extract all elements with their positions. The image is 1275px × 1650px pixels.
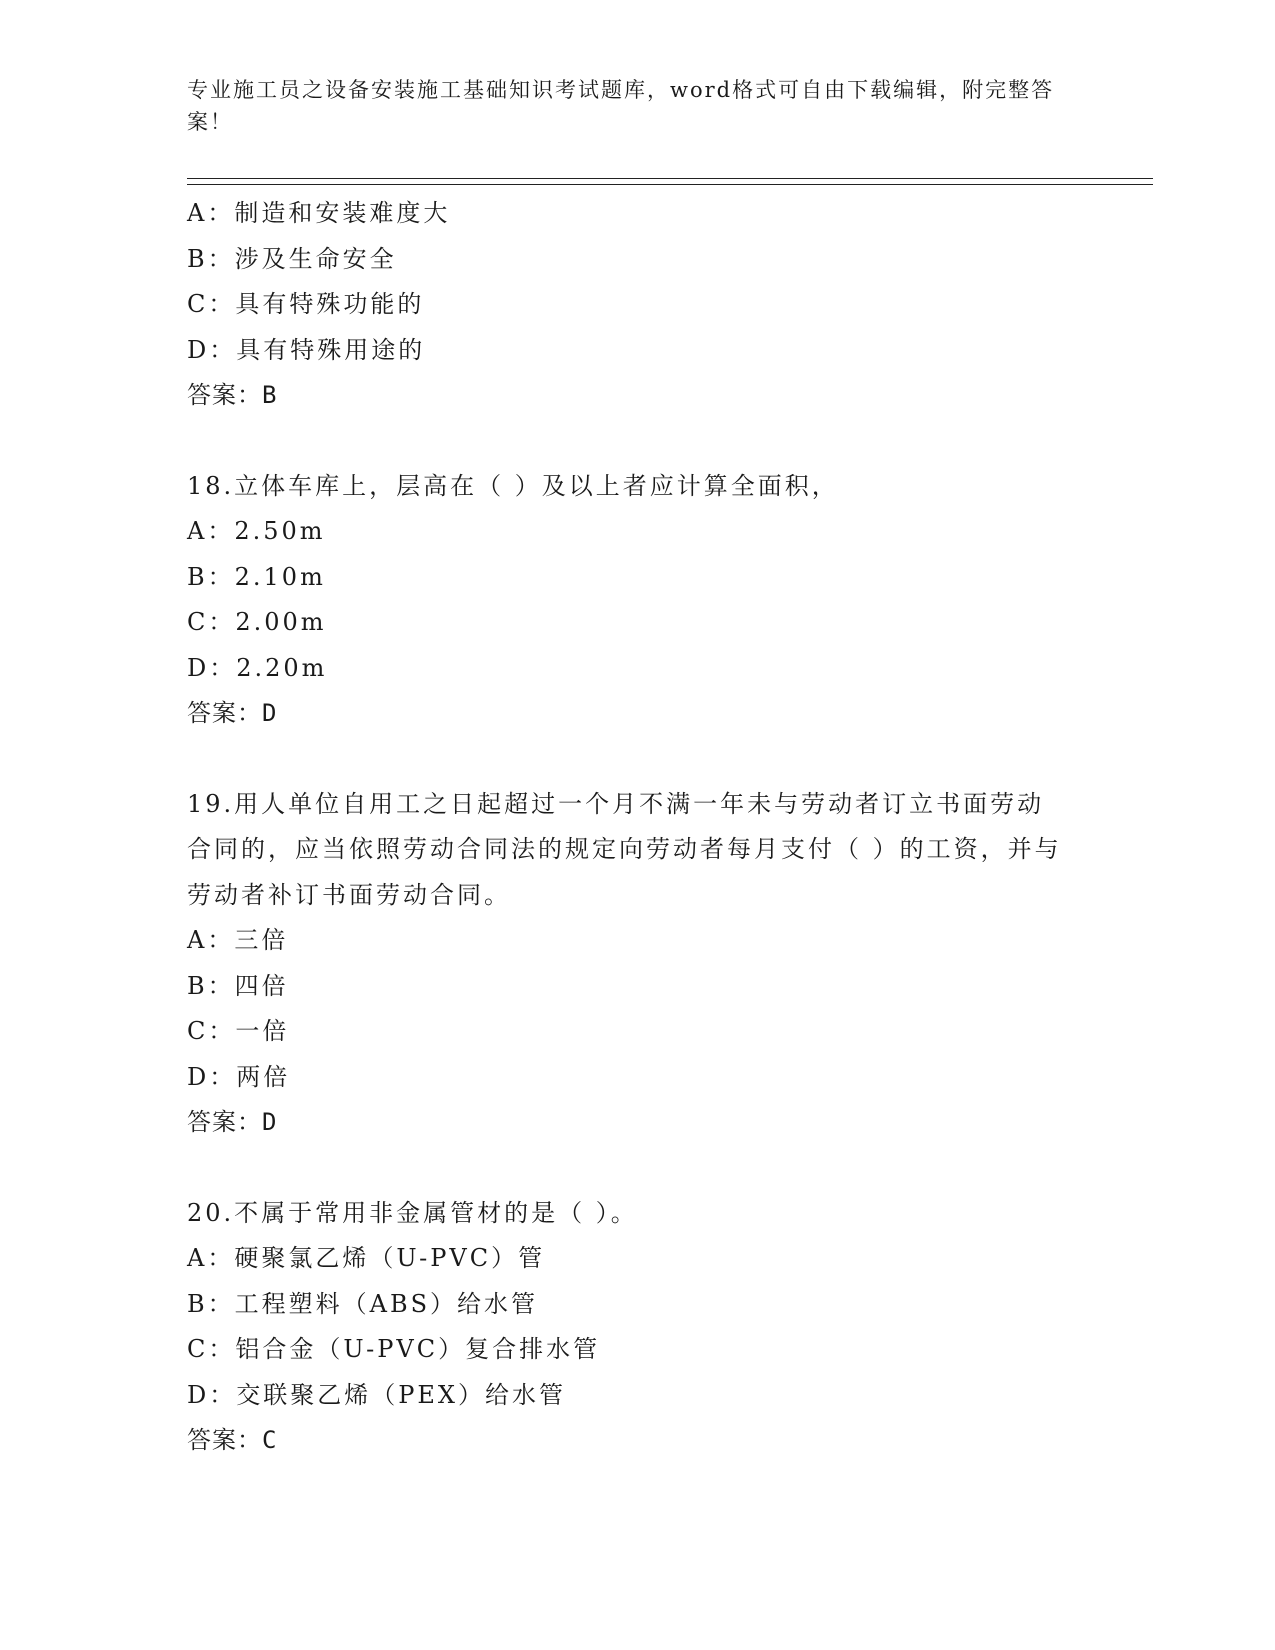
question-stem: 19.用人单位自用工之日起超过一个月不满一年未与劳动者订立书面劳动合同的，应当依照劳动合同法的规定向劳动者每月支付（ ）的工资，并与劳动者补订书面劳动合同。 xyxy=(187,789,1062,909)
option-d: D：交联聚乙烯（PEX）给水管 xyxy=(187,1380,566,1409)
answer: 答案：D xyxy=(187,699,278,727)
option-b: B：工程塑料（ABS）给水管 xyxy=(187,1289,539,1318)
option-a: A：2.50m xyxy=(187,517,326,545)
document-header: 专业施工员之设备安装施工基础知识考试题库，word格式可自由下载编辑，附完整答案！ xyxy=(187,78,1055,134)
answer: 答案：B xyxy=(187,381,278,409)
option-c: C：铝合金（U-PVC）复合排水管 xyxy=(187,1335,601,1363)
option-c: C：具有特殊功能的 xyxy=(187,290,425,318)
question-20 xyxy=(187,1191,1147,1464)
question-stem: 20.不属于常用非金属管材的是（ ）。 xyxy=(187,1198,638,1227)
document-page xyxy=(187,74,1147,1464)
option-d: D：具有特殊用途的 xyxy=(187,335,426,364)
question-stem: 18.立体车库上，层高在（ ）及以上者应计算全面积， xyxy=(187,471,839,500)
option-b: B：涉及生命安全 xyxy=(187,244,397,273)
option-a: A：三倍 xyxy=(187,926,289,954)
option-c: C：2.00m xyxy=(187,608,327,636)
question-18 xyxy=(187,464,1147,737)
option-b: B：四倍 xyxy=(187,971,289,1000)
answer: 答案：D xyxy=(187,1108,278,1136)
option-d: D：2.20m xyxy=(187,653,328,682)
header-divider xyxy=(187,178,1153,185)
option-d: D：两倍 xyxy=(187,1062,291,1091)
option-c: C：一倍 xyxy=(187,1017,290,1045)
question-19 xyxy=(187,782,1147,1146)
option-a: A：硬聚氯乙烯（U-PVC）管 xyxy=(187,1244,546,1272)
question-17-tail xyxy=(187,191,1147,419)
answer: 答案：C xyxy=(187,1426,278,1454)
option-b: B：2.10m xyxy=(187,562,326,591)
option-a: A：制造和安装难度大 xyxy=(187,199,451,227)
